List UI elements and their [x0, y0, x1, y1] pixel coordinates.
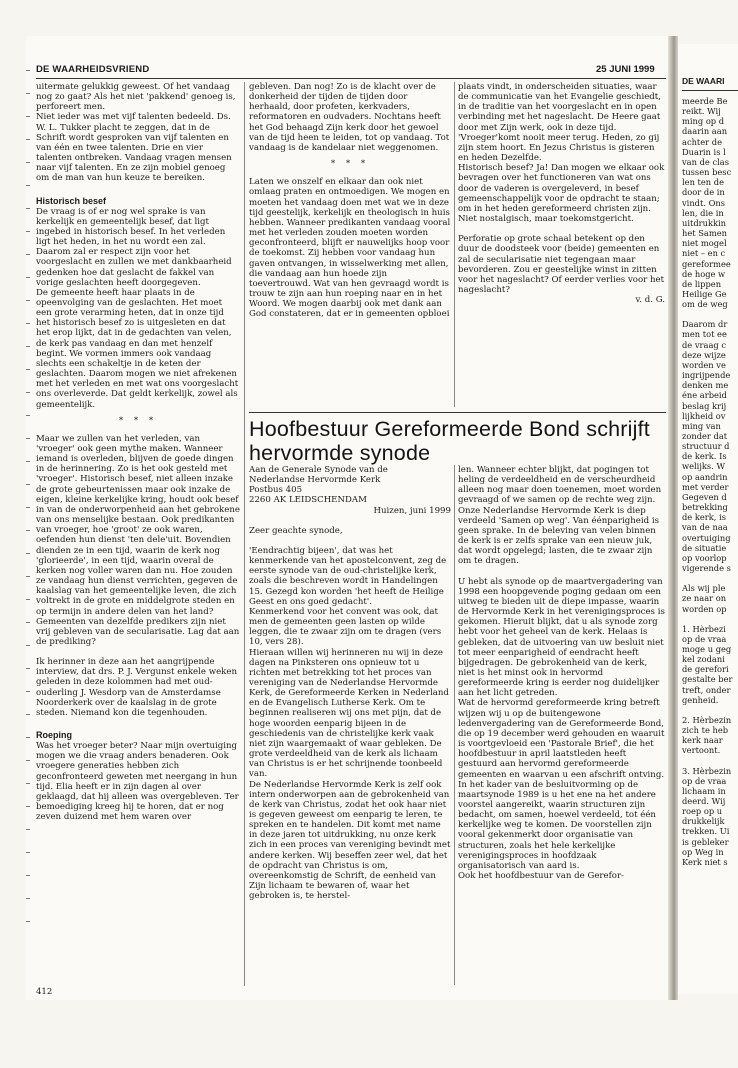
margin-tick — [26, 553, 30, 554]
paragraph-gap — [36, 647, 240, 657]
paragraph: roep op u — [682, 806, 723, 817]
paragraph: In het kader van de besluitvorming op de maartsynode 1989 is u het ene na het andere voorstel aangereikt, waarin structuren zijn bedacht, om samen, hoewel verdeeld, tot één kerkelijke weg te komen. De voorstellen zijn vooral gekenmerkt door organisatie van structuren, zoals het hele kerkelijke verenigingsproces in hoofdzaak organisatorisch van aard is. — [458, 779, 656, 871]
paragraph: len ten de — [682, 177, 724, 188]
right-aligned-line: Huizen, juni 1999 — [373, 505, 451, 516]
paragraph: kerk naar — [682, 735, 723, 746]
paragraph: vertoont. — [682, 745, 721, 756]
paragraph: Hieraan willen wij herinneren nu wij in deze dagen na Pinksteren ons opnieuw tot u richten met betrekking tot het proces van vereniging van de Nederlandse Hervormde Kerk, de Gereformeerde Kerken in Nederland en de Evangelisch Lutherse Kerk. Om te beginnen realiseren wij ons met pijn, dat de hoge woorden eenparig bijeen in de geschiedenis van de christelijke kerk vaak niet zijn waargemaakt of waar gebleken. De grote verdeeldheid van de kerk als lichaam van Christus is er het schrijnende toonbeeld van. — [249, 647, 449, 780]
paragraph: genheid. — [682, 694, 719, 705]
paragraph: op de vraa — [682, 633, 727, 644]
paragraph: De Nederlandse Hervormde Kerk is zelf ook intern onderworpen aan de gebrokenheid van de kerk van Christus, zodat het ook haar niet is gegeven geweest om eenparig te leren, te spreken en te handelen. Dit komt met name in deze jaren tot uitdrukking, nu onze kerk zich in een proces van vereniging bevindt met andere kerken. Wij beseffen zeer wel, dat het de opdracht van Christus is om, overeenkomstig de Schrift, de eenheid van Zijn lichaam te bewaren of, waar het gebroken is, te herstel- — [249, 779, 451, 902]
paragraph: 2260 AK LEIDSCHENDAM — [249, 495, 367, 506]
paragraph: drukkelijk — [682, 816, 725, 827]
paragraph: de lippen — [682, 278, 722, 289]
paragraph: Aan de Generale Synode van de — [249, 465, 388, 475]
margin-tick — [26, 484, 30, 485]
paragraph: van de clas — [682, 156, 729, 167]
paragraph: met verder — [682, 481, 729, 492]
margin-tick — [26, 277, 30, 278]
paragraph-gap — [458, 224, 665, 234]
paragraph: betrekking — [682, 502, 728, 513]
margin-tick — [26, 415, 30, 416]
paragraph: gestalte ber — [682, 674, 733, 685]
margin-tick — [26, 668, 30, 669]
paragraph: Onze Nederlandse Hervormde Kerk is diep verdeeld 'Samen op weg'. Van éénparigheid is geen sprake. In de beleving van velen binnen de kerk is er zelfs sprake van een nieuw juk, dat wordt opgelegd; lasten, die te zwaar zijn om te dragen. — [458, 505, 660, 567]
paragraph-gap — [682, 614, 738, 624]
margin-tick — [26, 507, 30, 508]
margin-tick — [26, 898, 30, 899]
paragraph: Perforatie op grote schaal betekent op den duur de doodsteek voor (beide) gemeenten en zal de secularisatie niet tegengaan maar bevorderen. Zou er geestelijke winst in zitten voor het nageslacht? Of eerder verlies voor het nageslacht? — [458, 234, 665, 295]
paragraph: Gegeven d — [682, 491, 727, 502]
column-divider — [454, 82, 455, 407]
letter-column-1 — [249, 465, 451, 990]
paragraph-gap — [682, 705, 738, 715]
section-separator: * * * — [330, 159, 370, 170]
margin-tick — [26, 576, 30, 577]
paragraph: kel zodani — [682, 654, 725, 665]
margin-tick — [26, 300, 30, 301]
column-2 — [249, 82, 451, 407]
paragraph: reikt. Wij — [682, 106, 721, 117]
margin-marks — [26, 70, 32, 990]
paragraph: om de weg — [682, 299, 728, 310]
margin-tick — [26, 369, 30, 370]
paragraph-gap — [249, 516, 451, 526]
paragraph: de vraag c — [682, 339, 727, 350]
paragraph: trekken. Ui — [682, 826, 730, 837]
margin-tick — [26, 714, 30, 715]
paragraph: structuur d — [682, 441, 730, 452]
paragraph: beslag krij — [682, 400, 727, 411]
paragraph: welijks. W — [682, 461, 725, 472]
paragraph: de kerk. Is — [682, 451, 727, 462]
paragraph: worden op — [682, 603, 727, 614]
column-divider — [244, 82, 245, 986]
margin-tick — [26, 231, 30, 232]
margin-tick — [26, 875, 30, 876]
paragraph: lijkheid ov — [682, 410, 726, 421]
margin-tick — [26, 185, 30, 186]
margin-tick — [26, 139, 30, 140]
paragraph: Heilige Ge — [682, 288, 727, 299]
right-aligned-line: v. d. G. — [635, 295, 665, 306]
paragraph: Daarom dr — [682, 319, 728, 330]
paragraph-gap — [682, 573, 738, 583]
paragraph: de situatie — [682, 542, 727, 553]
paragraph: len, die in — [682, 207, 724, 218]
paragraph: achter de — [682, 136, 723, 147]
paragraph-gap — [682, 756, 738, 766]
paragraph: ingrijpende — [682, 370, 731, 381]
paragraph: het Samen — [682, 228, 727, 239]
paragraph: Laten we onszelf en elkaar dan ook niet omlaag praten en ontmoedigen. We mogen en moeten het vandaag doen met wat we in deze tijd geestelijk, kerkelijk en theologisch in huis hebben. Wanneer predikanten vandaag vooral met het verleden zouden moeten worden geconfronteerd, blijft er nauwelijks hoop voor de toekomst. Zij hebben voor vandaag hun gaven ontvangen, in wisselwerking met allen, die vandaag aan hun hoede zijn toevertrouwd. Wat van hen gevraagd wordt is trouw te zijn aan hun roeping naar en in het Woord. We mogen daarbij ook met dank aan God constateren, dat er in gemeenten opbloei — [249, 177, 451, 320]
paragraph: Maar we zullen van het verleden, van 'vroeger' ook geen mythe maken. Wanneer iemand is overleden, blijven de goede dingen in de herinnering. Zo is het ook gesteld met 'vroeger'. Historisch besef, niet alleen inzake de grote gebeurtenissen maar ook inzake de eigen, kleine kerkelijke kring, houdt ook besef in van de onderworpenheid aan het gebrokene van ons menselijke bestaan. Ook predikanten van vroeger, hoe 'groot' ze ook waren, oefenden hun dienst 'ten dele'uit. Bovendien dienden ze in een tijd, waarin de kerk nog 'glorieerde', in een tijd, waarin overal de kerken nog voller waren dan nu. Hoe zouden ze vandaag hun dienst verrichten, gegeven de kaalslag van het gemeentelijke leven, die zich voltrekt in de grote en middelgrote steden en op termijn in andere delen van het land? Gemeenten van dezelfde predikers zijn niet vrij gebleven van de secularisatie. Lag dat aan de prediking? — [36, 433, 240, 647]
right-page-column — [682, 96, 738, 867]
margin-tick — [26, 829, 30, 830]
paragraph-gap — [682, 309, 738, 319]
paragraph: door de in — [682, 187, 725, 198]
paragraph: is gebleker — [682, 836, 729, 847]
paragraph: overtuiging — [682, 532, 731, 543]
paragraph: Historisch besef? Ja! Dan mogen we elkaar ook bevragen over het functioneren van wat ons door de vaderen is overgeleverd, in besef gemeenschappelijk voor de opdracht te staan; om in het heden gereformeerd christen zijn. Niet nostalgisch, maar toekomstgericht. — [458, 163, 665, 225]
paragraph: men tot ee — [682, 329, 727, 340]
paragraph: Ook het hoofdbestuur van de Gerefor- — [458, 871, 624, 882]
paragraph: daarin aan — [682, 126, 728, 137]
right-header-rule — [682, 90, 738, 91]
paragraph: op aandrin — [682, 471, 728, 482]
paragraph: meerde Be — [682, 96, 728, 106]
paragraph: uitdrukkin — [682, 217, 727, 228]
paragraph: op Weg in — [682, 846, 724, 857]
paragraph: ze naar on — [682, 593, 727, 604]
paragraph: De gemeente heeft haar plaats in de opeenvolging van de geslachten. Het moet een grote verarming heten, dat in onze tijd het historisch besef zo is uitgesleten en dat het erop lijkt, dat in de gedachten van velen, de kerk pas vandaag en dan met henzelf begint. We vormen immers ook vandaag slechts een schakeltje in de keten der geslachten. Daarom mogen we niet afrekenen met het verleden en met wat ons voorgeslacht ons overleverde. Dat geldt kerkelijk, zowel als gemeentelijk. — [36, 287, 239, 410]
margin-tick — [26, 162, 30, 163]
margin-tick — [26, 530, 30, 531]
subheading: Roeping — [36, 730, 72, 741]
paragraph-gap — [36, 184, 240, 194]
paragraph: 2. Hèrbezin — [682, 714, 732, 725]
paragraph: gebleven. Dan nog! Zo is de klacht over de donkerheid der tijden de tijden door herhaald, door profeten, kerkvaders, reformatoren en oudvaders. Nochtans heeft het God behaagd Zijn kerk door het gewoel van de tijd heen te leiden, tot op vandaag. Tot vandaag is de kandelaar niet weggenomen. — [249, 82, 450, 153]
paragraph: de kerk, is — [682, 512, 726, 523]
paragraph: Kerk niet s — [682, 856, 728, 867]
paragraph: lichaam in — [682, 785, 726, 796]
column-divider — [454, 465, 455, 985]
paragraph: de hoge w — [682, 268, 726, 279]
paragraph: Kenmerkend voor het convent was ook, dat men de gemeenten geen lasten op wilde leggen, die te zwaar zijn om te dragen (vers 10, vers 28). — [249, 606, 442, 648]
margin-tick — [26, 70, 30, 71]
column-1 — [36, 82, 240, 977]
paragraph: treft, onder — [682, 684, 731, 695]
paragraph: uitermate gelukkig geweest. Of het vandaag nog zo gaat? Als het niet 'pakkend' genoeg is, perforeert men. — [36, 82, 236, 113]
margin-tick — [26, 852, 30, 853]
paragraph-gap — [36, 718, 240, 728]
subheading: Historisch besef — [36, 195, 107, 206]
margin-tick — [26, 392, 30, 393]
paragraph: deze wijze — [682, 349, 726, 360]
paragraph: niet mogel — [682, 238, 727, 249]
paragraph: Niet ieder was met vijf talenten bedeeld. Ds. W. L. Tukker placht te zeggen, dat in de Schrift wordt gesproken van vijf talenten en van één en twee talenten. Drie en vier talenten ontbreken. Vandaag vragen mensen naar vijf talenten. En ze zijn mobiel genoeg om de man van hun keuze te bereiken. — [36, 112, 232, 184]
paragraph: 'Eendrachtig bijeen', dat was het kenmerkende van het apostelconvent, zeg de eerste synode van de oud-christelijke kerk, zoals die beschreven wordt in Handelingen 15. Gezegd kon worden 'het heeft de Heilige Geest en ons goed gedacht'. — [249, 545, 447, 607]
letter-column-2 — [458, 465, 665, 990]
paragraph: vigerende s — [682, 563, 731, 574]
book-binding — [668, 36, 678, 1000]
paragraph: U hebt als synode op de maartvergadering van 1998 een hoopgevende poging gedaan om een uitweg te bieden uit de diepe impasse, waarin de Hervormde Kerk in het verenigingsproces is gekomen. Hieruit blijkt, dat u als synode zorg hebt voor het geheel van de kerk. Helaas is gebleken, dat de uitvoering van uw besluit niet tot meer eenparigheid of eendracht heeft bijgedragen. De gebrokenheid van de kerk, niet is het minst ook in hervormd gereformeerde kring is eerder nog duidelijker aan het licht getreden. — [458, 576, 665, 699]
page-number: 412 — [36, 987, 53, 997]
paragraph: op de vraa — [682, 775, 727, 786]
margin-tick — [26, 921, 30, 922]
publication-title: DE WAARHEIDSVRIEND — [36, 64, 150, 75]
margin-tick — [26, 323, 30, 324]
paragraph: ming van — [682, 420, 721, 431]
paragraph: Als wij ple — [682, 583, 726, 594]
margin-tick — [26, 783, 30, 784]
margin-tick — [26, 760, 30, 761]
margin-tick — [26, 438, 30, 439]
paragraph: deerd. Wij — [682, 796, 726, 806]
paragraph: Zeer geachte synode, — [249, 525, 343, 536]
right-page — [678, 44, 738, 994]
paragraph: zich te heb — [682, 725, 729, 736]
paragraph: zonder dat — [682, 431, 728, 441]
paragraph: Ik herinner in deze aan het aangrijpende interview, dat drs. P. J. Vergunst enkele weken geleden in deze kolommen had met oud-ouderling J. Wesdorp van de Amsterdamse Noorderkerk over de kaalslag in de grote steden. Niemand kon die tegenhouden. — [36, 657, 237, 718]
paragraph: Postbus 405 — [249, 485, 303, 496]
paragraph: éne arbeid — [682, 390, 727, 401]
paragraph: van de naa — [682, 522, 728, 533]
margin-tick — [26, 806, 30, 807]
paragraph: Was het vroeger beter? Naar mijn overtuiging mogen we die vraag anders benaderen. Ook vroegere generaties hebben zich geconfronteerd geweten met neergang in hun tijd. Elia heeft er in zijn dagen al over geklaagd, dat hij alleen was overgebleven. Ter bemoediging kreeg hij te horen, dat er nog zeven duizend met hem waren over — [36, 741, 239, 823]
article-separator — [249, 412, 666, 413]
paragraph-gap — [458, 567, 665, 577]
paragraph: denken me — [682, 380, 729, 391]
margin-tick — [26, 645, 30, 646]
paragraph: De vraag is of er nog wel sprake is van kerkelijk en gemeentelijk besef, dat ligt ingebed in historisch besef. In het verleden ligt het heden, in het nu wordt een zal. Daarom zal er respect zijn voor het voorgeslacht en zullen we met dankbaarheid gedenken hoe dat geslacht de fakkel van vorige geslachten heeft doorgegeven. — [36, 206, 232, 288]
header-rule — [36, 78, 666, 79]
margin-tick — [26, 461, 30, 462]
paragraph: vindt. Ons — [682, 197, 726, 208]
paragraph: 3. Hèrbezin — [682, 765, 732, 776]
paragraph: Nederlandse Hervormde Kerk — [249, 475, 381, 486]
margin-tick — [26, 622, 30, 623]
paragraph: op voorlop — [682, 552, 727, 563]
paragraph: Duarin is l — [682, 146, 726, 157]
paragraph: Wat de hervormd gereformeerde kring betreft wijzen wij u op de buitengewone ledenvergadering van de Gereformeerde Bond, die op 19 december werd gehouden en waaruit is voortgevloeid een 'Pastorale Brief', die het hoofdbestuur in april laatstleden heeft gestuurd aan hervormd gereformeerde gemeenten en waarvan u een afschrift ontving. — [458, 698, 665, 780]
margin-tick — [26, 737, 30, 738]
article-headline: Hoofbestuur Gereformeerde Bond schrijft hervormde synode — [249, 417, 650, 465]
paragraph: len. Wanneer echter blijkt, dat pogingen tot heling de verdeeldheid en de verscheurdheid alleen nog maar doen toenemen, moet worden gevraagd of we samen op de rechte weg zijn. — [458, 465, 662, 506]
margin-tick — [26, 116, 30, 117]
margin-tick — [26, 208, 30, 209]
paragraph: gereformee — [682, 258, 731, 269]
margin-tick — [26, 93, 30, 94]
paragraph: plaats vindt, in onderscheiden situaties, waar de communicatie van het Evangelie geschiedt, in de traditie van het voorgeslacht en in open verbinding met het nageslacht. De Heere gaat door met Zijn werk, ook in deze tijd. 'Vroeger'komt nooit meer terug. Heden, zo gij zijn stem hoort. En Jezus Christus is gisteren en heden Dezelfde. — [458, 82, 661, 164]
paragraph: worden ve — [682, 359, 726, 370]
column-3 — [458, 82, 665, 407]
paragraph: ming op d — [682, 116, 725, 127]
margin-tick — [26, 254, 30, 255]
paragraph-gap — [249, 536, 451, 546]
right-page-header: DE WAARI — [682, 76, 725, 86]
issue-date: 25 JUNI 1999 — [596, 64, 655, 75]
section-separator: * * * — [118, 415, 158, 426]
paragraph: de gerefori — [682, 664, 729, 675]
paragraph: 1. Hèrbezi — [682, 623, 726, 634]
paragraph: tussen besc — [682, 167, 732, 178]
margin-tick — [26, 691, 30, 692]
paragraph: moge u geg — [682, 643, 732, 654]
paragraph: niet – en c — [682, 248, 726, 259]
margin-tick — [26, 346, 30, 347]
margin-tick — [26, 599, 30, 600]
